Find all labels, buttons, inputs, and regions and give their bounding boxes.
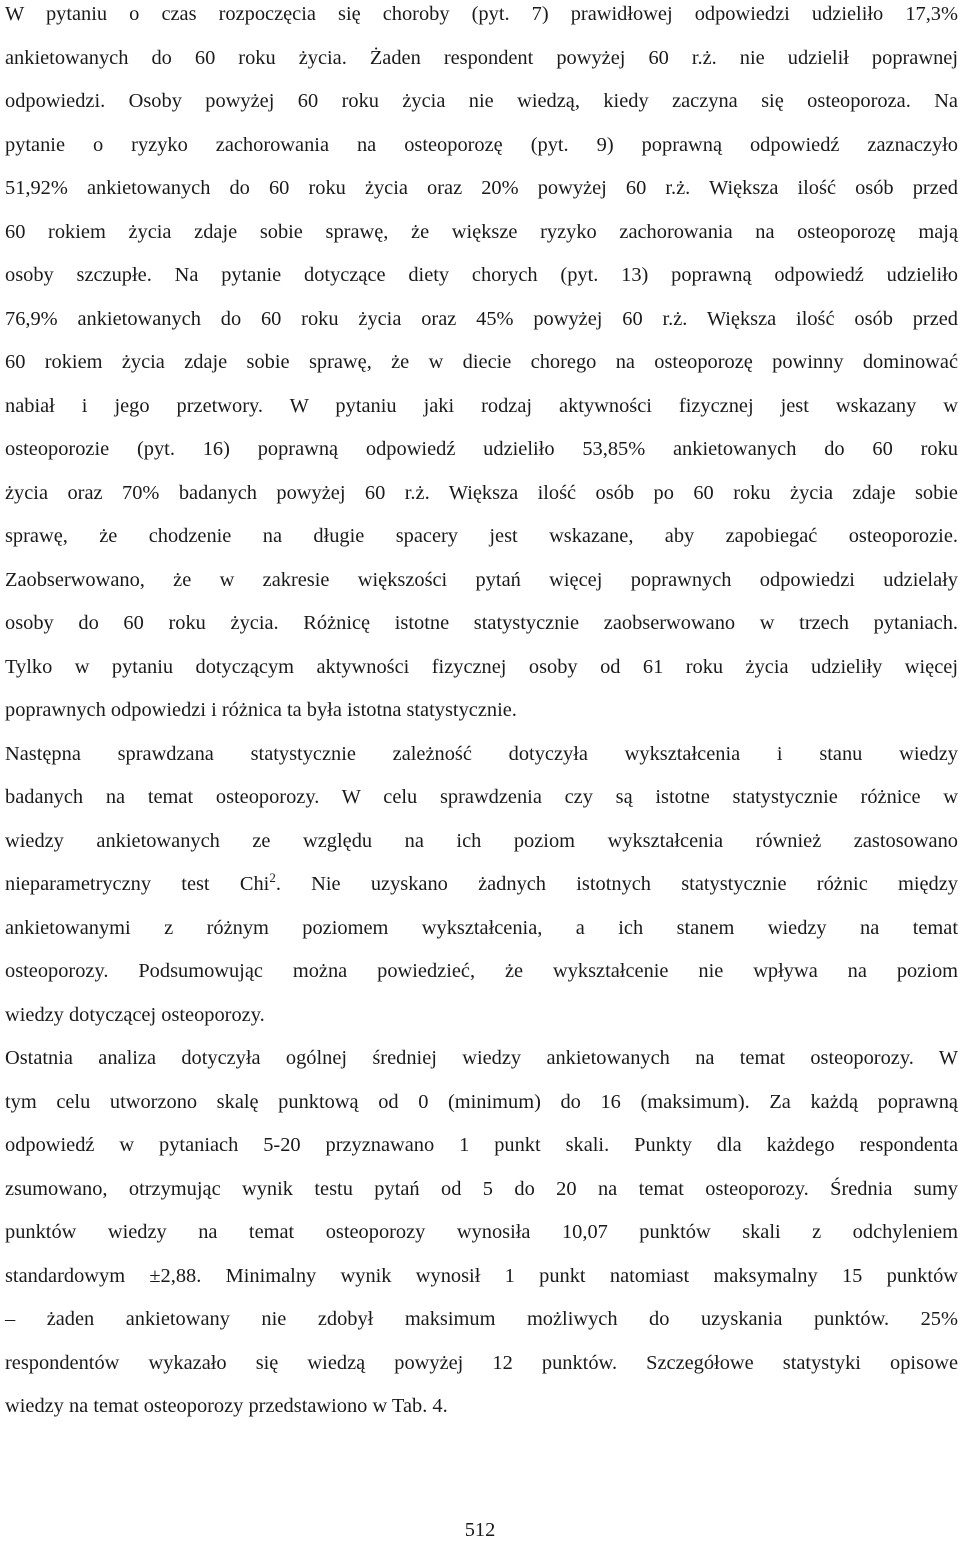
superscript: 2 <box>269 870 276 885</box>
text-line: poprawnych odpowiedzi i różnica ta była istotna statystycznie. <box>5 699 517 721</box>
text-line: wiedzy dotyczącej osteoporozy. <box>5 1003 265 1026</box>
text-line: sprawę, że chodzenie na długie spacery jest wskazane, aby zapobiegać osteoporozie. <box>5 525 958 547</box>
text-line: ankietowanymi z różnym poziomem wykształcenia, a ich stanem wiedzy na temat <box>5 916 958 939</box>
text-line-chi-square <box>5 870 958 898</box>
text-line: nabiał i jego przetwory. W pytaniu jaki rodzaj aktywności fizycznej jest wskazany w <box>5 394 958 417</box>
text-line: pytanie o ryzyko zachorowania na osteoporozę (pyt. 9) poprawną odpowiedź zaznaczyło <box>5 133 958 156</box>
text-line: osoby szczupłe. Na pytanie dotyczące diety chorych (pyt. 13) poprawną odpowiedź udzieliło <box>5 264 958 286</box>
text-line: osteoporozie (pyt. 16) poprawną odpowiedź udzieliło 53,85% ankietowanych do 60 roku <box>5 438 958 460</box>
text-line: standardowym ±2,88. Minimalny wynik wynosił 1 punkt natomiast maksymalny 15 punktów <box>5 1264 958 1287</box>
text-line: 51,92% ankietowanych do 60 roku życia oraz 20% powyżej 60 r.ż. Większa ilość osób przed <box>5 177 958 199</box>
text-line: badanych na temat osteoporozy. W celu sprawdzenia czy są istotne statystycznie różnice w <box>5 786 958 808</box>
text-line: wiedzy na temat osteoporozy przedstawiono w Tab. 4. <box>5 1395 448 1417</box>
text-line: 76,9% ankietowanych do 60 roku życia oraz 45% powyżej 60 r.ż. Większa ilość osób przed <box>5 307 958 330</box>
text-line: osteoporozy. Podsumowując można powiedzieć, że wykształcenie nie wpływa na poziom <box>5 960 958 982</box>
text-segment: . Nie uzyskano żadnych istotnych statystycznie różnic między <box>275 873 958 895</box>
text-line: 60 rokiem życia zdaje sobie sprawę, że w diecie chorego na osteoporozę powinny dominować <box>5 351 958 373</box>
text-line: zsumowano, otrzymując wynik testu pytań od 5 do 20 na temat osteoporozy. Średnia sumy <box>5 1177 958 1200</box>
page-number: 512 <box>464 1519 496 1541</box>
text-line: Ostatnia analiza dotyczyła ogólnej średniej wiedzy ankietowanych na temat osteoporozy. W <box>5 1047 958 1069</box>
text-line: punktów wiedzy na temat osteoporozy wynosiła 10,07 punktów skali z odchyleniem <box>5 1221 958 1243</box>
text-line: odpowiedź w pytaniach 5-20 przyznawano 1 punkt skali. Punkty dla każdego respondenta <box>5 1134 958 1156</box>
text-line: ankietowanych do 60 roku życia. Żaden respondent powyżej 60 r.ż. nie udzielił poprawnej <box>5 46 958 69</box>
text-line: życia oraz 70% badanych powyżej 60 r.ż. Większa ilość osób po 60 roku życia zdaje sobie <box>5 481 958 504</box>
text-line: W pytaniu o czas rozpoczęcia się choroby (pyt. 7) prawidłowej odpowiedzi udzieliło 17,3% <box>5 3 958 25</box>
text-line: odpowiedzi. Osoby powyżej 60 roku życia nie wiedzą, kiedy zaczyna się osteoporoza. Na <box>5 90 958 112</box>
text-segment: nieparametryczny test Chi <box>5 873 270 895</box>
text-line: wiedzy ankietowanych ze względu na ich poziom wykształcenia również zastosowano <box>5 829 958 852</box>
text-line: osoby do 60 roku życia. Różnicę istotne statystycznie zaobserwowano w trzech pytaniach. <box>5 612 958 634</box>
text-line: Zaobserwowano, że w zakresie większości pytań więcej poprawnych odpowiedzi udzielały <box>5 568 958 591</box>
text-line: Tylko w pytaniu dotyczącym aktywności fizycznej osoby od 61 roku życia udzieliły więcej <box>5 655 958 678</box>
text-line: – żaden ankietowany nie zdobył maksimum możliwych do uzyskania punktów. 25% <box>5 1308 958 1330</box>
text-line: respondentów wykazało się wiedzą powyżej 12 punktów. Szczegółowe statystyki opisowe <box>5 1351 958 1374</box>
text-line: Następna sprawdzana statystycznie zależność dotyczyła wykształcenia i stanu wiedzy <box>5 742 958 765</box>
text-line: tym celu utworzono skalę punktową od 0 (minimum) do 16 (maksimum). Za każdą poprawną <box>5 1090 958 1113</box>
text-line: 60 rokiem życia zdaje sobie sprawę, że większe ryzyko zachorowania na osteoporozę mają <box>5 220 958 243</box>
